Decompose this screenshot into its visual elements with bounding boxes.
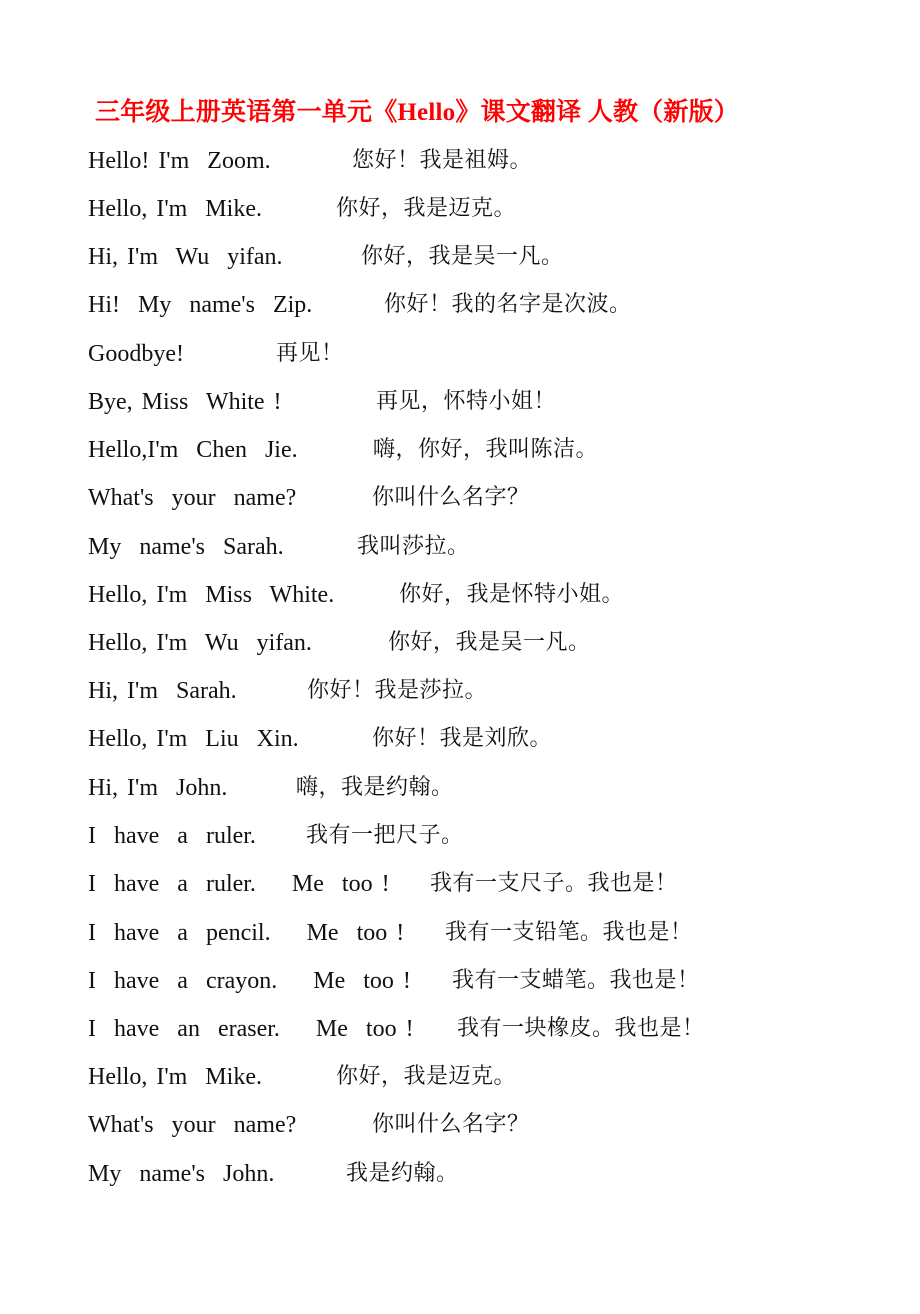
chinese-text: 我有一支蜡笔。我也是！ xyxy=(452,968,700,993)
translation-line xyxy=(0,913,920,953)
chinese-text: 你好，我是迈克。 xyxy=(336,1064,517,1089)
english-text: Hello, I'm Wu yifan. xyxy=(88,630,312,656)
chinese-text: 你好，我是怀特小姐。 xyxy=(399,582,625,607)
english-text: I have a pencil. Me too ! xyxy=(88,920,405,946)
chinese-text: 再见，怀特小姐！ xyxy=(376,389,557,414)
translation-line xyxy=(0,816,920,856)
chinese-text: 我叫莎拉。 xyxy=(357,534,470,559)
translation-line xyxy=(0,1105,920,1145)
translation-line xyxy=(0,1154,920,1194)
english-text: I have an eraser. Me too ! xyxy=(88,1016,414,1042)
chinese-text: 你好，我是吴一凡。 xyxy=(388,630,591,655)
chinese-text: 你叫什么名字？ xyxy=(372,485,530,510)
english-text: My name's Sarah. xyxy=(88,534,284,560)
translation-line xyxy=(0,623,920,663)
chinese-text: 我有一块橡皮。我也是！ xyxy=(457,1016,705,1041)
chinese-text: 您好！我是祖姆。 xyxy=(352,148,533,173)
english-text: Hello, I'm Mike. xyxy=(88,1064,262,1090)
chinese-text: 我有一支尺子。我也是！ xyxy=(430,871,678,896)
translation-line xyxy=(0,768,920,808)
english-text: My name's John. xyxy=(88,1161,275,1187)
translation-line xyxy=(0,575,920,615)
translation-line xyxy=(0,671,920,711)
english-text: Hello! I'm Zoom. xyxy=(88,148,271,174)
translation-line xyxy=(0,478,920,518)
translation-line xyxy=(0,237,920,277)
chinese-text: 你好，我是迈克。 xyxy=(336,196,517,221)
chinese-text: 你叫什么名字？ xyxy=(372,1112,530,1137)
translation-line xyxy=(0,961,920,1001)
chinese-text: 你好，我是吴一凡。 xyxy=(361,244,564,269)
english-text: Goodbye! xyxy=(88,341,184,367)
english-text: Hi! My name's Zip. xyxy=(88,292,313,318)
english-text: What's your name? xyxy=(88,485,297,511)
translation-line xyxy=(0,430,920,470)
english-text: Hi, I'm Wu yifan. xyxy=(88,244,283,270)
chinese-text: 你好！我是刘欣。 xyxy=(372,726,553,751)
chinese-text: 嗨，你好，我叫陈洁。 xyxy=(373,437,599,462)
chinese-text: 我是约翰。 xyxy=(346,1161,459,1186)
chinese-text: 你好！我的名字是次波。 xyxy=(384,292,632,317)
chinese-text: 我有一支铅笔。我也是！ xyxy=(445,920,693,945)
english-text: Hello, I'm Liu Xin. xyxy=(88,726,299,752)
translation-line xyxy=(0,189,920,229)
chinese-text: 嗨，我是约翰。 xyxy=(296,775,454,800)
translation-line xyxy=(0,285,920,325)
translation-line xyxy=(0,334,920,374)
english-text: Hello, I'm Miss White. xyxy=(88,582,335,608)
english-text: Hi, I'm Sarah. xyxy=(88,678,237,704)
english-text: I have a ruler. xyxy=(88,823,256,849)
chinese-text: 你好！我是莎拉。 xyxy=(307,678,488,703)
chinese-text: 我有一把尺子。 xyxy=(306,823,464,848)
translation-line xyxy=(0,141,920,181)
translation-line xyxy=(0,719,920,759)
translation-line xyxy=(0,1057,920,1097)
english-text: Bye, Miss White ! xyxy=(88,389,282,415)
translation-line xyxy=(0,1009,920,1049)
english-text: Hello,I'm Chen Jie. xyxy=(88,437,298,463)
english-text: I have a ruler. Me too ! xyxy=(88,871,390,897)
english-text: What's your name? xyxy=(88,1112,297,1138)
document-title: 三年级上册英语第一单元《Hello》课文翻译 人教（新版） xyxy=(95,99,739,126)
translation-line xyxy=(0,864,920,904)
english-text: Hello, I'm Mike. xyxy=(88,196,262,222)
chinese-text: 再见！ xyxy=(276,341,344,366)
translation-line xyxy=(0,527,920,567)
translation-line xyxy=(0,382,920,422)
english-text: I have a crayon. Me too ! xyxy=(88,968,411,994)
english-text: Hi, I'm John. xyxy=(88,775,228,801)
